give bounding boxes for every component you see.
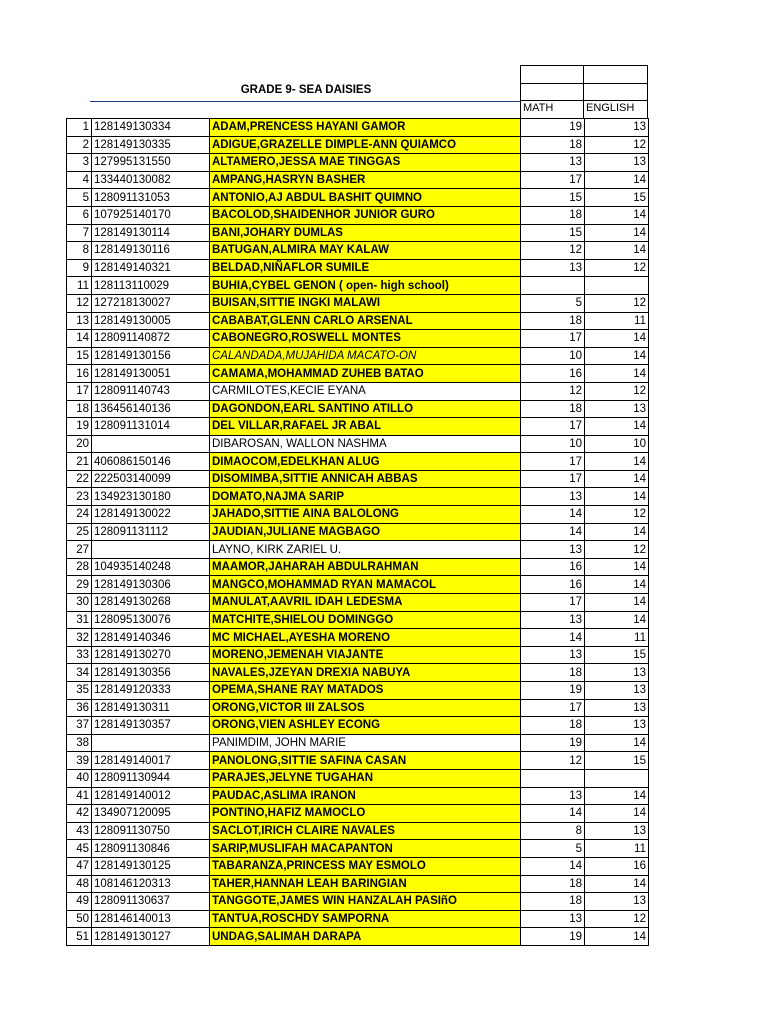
lrn-cell[interactable]: 128091130846	[92, 840, 210, 858]
student-name-cell[interactable]: NAVALES,JZEYAN DREXIA NABUYA	[210, 664, 521, 682]
lrn-cell[interactable]: 128149130311	[92, 699, 210, 717]
english-score-cell[interactable]	[585, 277, 649, 295]
lrn-cell[interactable]	[92, 541, 210, 559]
table-row	[67, 418, 649, 436]
english-score-cell[interactable]: 14	[585, 488, 649, 506]
math-score-cell[interactable]: 10	[521, 435, 585, 453]
english-score-cell[interactable]: 14	[585, 734, 649, 752]
lrn-cell[interactable]: 128091140872	[92, 330, 210, 348]
row-number-cell[interactable]: 39	[67, 752, 92, 770]
table-row	[67, 470, 649, 488]
lrn-cell[interactable]: 128146140013	[92, 910, 210, 928]
row-number-cell[interactable]: 28	[67, 558, 92, 576]
row-number-cell[interactable]: 23	[67, 488, 92, 506]
student-name-cell[interactable]: BUISAN,SITTIE INGKI MALAWI	[210, 294, 521, 312]
lrn-cell[interactable]: 128149130116	[92, 242, 210, 260]
math-score-cell[interactable]: 14	[521, 523, 585, 541]
student-name-cell[interactable]: BANI,JOHARY DUMLAS	[210, 224, 521, 242]
lrn-cell[interactable]: 128149130156	[92, 347, 210, 365]
math-score-cell[interactable]: 18	[521, 206, 585, 224]
table-row	[67, 717, 649, 735]
lrn-cell[interactable]: 128149130357	[92, 717, 210, 735]
row-number-cell[interactable]: 43	[67, 822, 92, 840]
student-name-cell[interactable]: BATUGAN,ALMIRA MAY KALAW	[210, 242, 521, 260]
lrn-cell[interactable]: 128149120333	[92, 682, 210, 700]
row-number-cell[interactable]: 38	[67, 734, 92, 752]
math-score-cell[interactable]: 15	[521, 224, 585, 242]
student-name-cell[interactable]: BACOLOD,SHAIDENHOR JUNIOR GURO	[210, 206, 521, 224]
student-name-cell[interactable]: PANOLONG,SITTIE SAFINA CASAN	[210, 752, 521, 770]
table-row	[67, 822, 649, 840]
row-number-cell[interactable]: 24	[67, 506, 92, 524]
row-number-cell[interactable]: 12	[67, 294, 92, 312]
student-name-cell[interactable]: PARAJES,JELYNE TUGAHAN	[210, 769, 521, 787]
table-row	[67, 224, 649, 242]
english-score-cell[interactable]: 14	[585, 558, 649, 576]
english-score-cell[interactable]: 13	[585, 664, 649, 682]
math-score-cell[interactable]: 16	[521, 558, 585, 576]
table-row	[67, 136, 649, 154]
row-number-cell[interactable]: 37	[67, 717, 92, 735]
math-score-cell[interactable]: 13	[521, 611, 585, 629]
row-number-cell[interactable]: 49	[67, 893, 92, 911]
table-row	[67, 752, 649, 770]
lrn-cell[interactable]: 128149140017	[92, 752, 210, 770]
lrn-cell[interactable]: 134907120095	[92, 805, 210, 823]
lrn-cell[interactable]: 128149130125	[92, 857, 210, 875]
student-name-cell[interactable]: MATCHITE,SHIELOU DOMINGGO	[210, 611, 521, 629]
english-score-cell[interactable]: 13	[585, 682, 649, 700]
english-score-cell[interactable]: 12	[585, 136, 649, 154]
english-score-cell[interactable]: 14	[585, 224, 649, 242]
english-score-cell[interactable]: 13	[585, 717, 649, 735]
lrn-cell[interactable]: 128149130268	[92, 594, 210, 612]
row-number-cell[interactable]: 14	[67, 330, 92, 348]
english-score-cell[interactable]: 12	[585, 506, 649, 524]
table-row	[67, 646, 649, 664]
table-row	[67, 910, 649, 928]
table-row	[67, 119, 649, 137]
math-score-cell[interactable]: 17	[521, 470, 585, 488]
row-number-cell[interactable]: 2	[67, 136, 92, 154]
student-name-cell[interactable]: ORONG,VICTOR III ZALSOS	[210, 699, 521, 717]
math-score-cell[interactable]: 19	[521, 682, 585, 700]
math-score-cell[interactable]: 18	[521, 893, 585, 911]
english-score-cell[interactable]: 12	[585, 541, 649, 559]
math-score-cell[interactable]: 18	[521, 875, 585, 893]
lrn-cell[interactable]: 127995131550	[92, 154, 210, 172]
math-score-cell[interactable]: 14	[521, 805, 585, 823]
row-number-cell[interactable]: 35	[67, 682, 92, 700]
student-name-cell[interactable]: TANTUA,ROSCHDY SAMPORNA	[210, 910, 521, 928]
table-row	[67, 893, 649, 911]
lrn-cell[interactable]: 128149140321	[92, 259, 210, 277]
math-score-cell[interactable]: 16	[521, 576, 585, 594]
student-name-cell[interactable]: LAYNO, KIRK ZARIEL U.	[210, 541, 521, 559]
math-score-cell[interactable]: 14	[521, 506, 585, 524]
student-name-cell[interactable]: CARMILOTES,KECIE EYANA	[210, 382, 521, 400]
row-number-cell[interactable]: 6	[67, 206, 92, 224]
lrn-cell[interactable]: 128149130270	[92, 646, 210, 664]
student-name-cell[interactable]: DAGONDON,EARL SANTINO ATILLO	[210, 400, 521, 418]
student-name-cell[interactable]: MORENO,JEMENAH VIAJANTE	[210, 646, 521, 664]
row-number-cell[interactable]: 16	[67, 365, 92, 383]
table-row	[67, 171, 649, 189]
student-name-cell[interactable]: MANULAT,AAVRIL IDAH LEDESMA	[210, 594, 521, 612]
lrn-cell[interactable]: 104935140248	[92, 558, 210, 576]
math-score-cell[interactable]: 10	[521, 347, 585, 365]
student-name-cell[interactable]: MAAMOR,JAHARAH ABDULRAHMAN	[210, 558, 521, 576]
math-score-cell[interactable]: 13	[521, 646, 585, 664]
english-score-cell[interactable]: 13	[585, 893, 649, 911]
english-score-cell[interactable]: 15	[585, 189, 649, 207]
student-name-cell[interactable]: CAMAMA,MOHAMMAD ZUHEB BATAO	[210, 365, 521, 383]
row-number-cell[interactable]: 21	[67, 453, 92, 471]
lrn-cell[interactable]: 128091131014	[92, 418, 210, 436]
math-score-cell[interactable]: 13	[521, 154, 585, 172]
student-name-cell[interactable]: DEL VILLAR,RAFAEL JR ABAL	[210, 418, 521, 436]
math-score-cell[interactable]: 18	[521, 664, 585, 682]
math-score-cell[interactable]: 5	[521, 294, 585, 312]
row-number-cell[interactable]: 27	[67, 541, 92, 559]
english-score-cell[interactable]: 13	[585, 400, 649, 418]
table-row	[67, 611, 649, 629]
math-score-cell[interactable]	[521, 277, 585, 295]
lrn-cell[interactable]: 108146120313	[92, 875, 210, 893]
english-score-cell[interactable]: 14	[585, 242, 649, 260]
english-score-cell[interactable]: 11	[585, 840, 649, 858]
student-name-cell[interactable]: ADIGUE,GRAZELLE DIMPLE-ANN QUIAMCO	[210, 136, 521, 154]
row-number-cell[interactable]: 20	[67, 435, 92, 453]
lrn-cell[interactable]: 222503140099	[92, 470, 210, 488]
english-score-cell[interactable]: 12	[585, 294, 649, 312]
english-score-cell[interactable]: 13	[585, 822, 649, 840]
table-row	[67, 682, 649, 700]
math-score-cell[interactable]: 19	[521, 119, 585, 137]
table-row	[67, 506, 649, 524]
table-row	[67, 928, 649, 946]
math-score-cell[interactable]: 12	[521, 242, 585, 260]
table-row	[67, 347, 649, 365]
math-score-cell[interactable]: 18	[521, 717, 585, 735]
row-number-cell[interactable]: 29	[67, 576, 92, 594]
english-score-cell[interactable]: 14	[585, 611, 649, 629]
student-name-cell[interactable]: AMPANG,HASRYN BASHER	[210, 171, 521, 189]
student-name-cell[interactable]: ORONG,VIEN ASHLEY ECONG	[210, 717, 521, 735]
table-row	[67, 294, 649, 312]
student-name-cell[interactable]: PANIMDIM, JOHN MARIE	[210, 734, 521, 752]
table-row	[67, 312, 649, 330]
row-number-cell[interactable]: 7	[67, 224, 92, 242]
lrn-cell[interactable]: 134923130180	[92, 488, 210, 506]
row-number-cell[interactable]: 31	[67, 611, 92, 629]
table-row	[67, 576, 649, 594]
row-number-cell[interactable]: 36	[67, 699, 92, 717]
math-score-cell[interactable]: 14	[521, 629, 585, 647]
math-score-cell[interactable]: 19	[521, 734, 585, 752]
table-row	[67, 805, 649, 823]
math-score-cell[interactable]: 13	[521, 488, 585, 506]
table-row	[67, 488, 649, 506]
student-name-cell[interactable]: DOMATO,NAJMA SARIP	[210, 488, 521, 506]
lrn-cell[interactable]: 128149130335	[92, 136, 210, 154]
student-table	[66, 118, 649, 946]
table-row	[67, 875, 649, 893]
row-number-cell[interactable]: 50	[67, 910, 92, 928]
english-score-cell[interactable]: 14	[585, 576, 649, 594]
row-number-cell[interactable]: 40	[67, 769, 92, 787]
row-number-cell[interactable]: 9	[67, 259, 92, 277]
lrn-cell[interactable]: 128149130114	[92, 224, 210, 242]
english-score-cell[interactable]: 14	[585, 523, 649, 541]
row-number-cell[interactable]: 51	[67, 928, 92, 946]
row-number-cell[interactable]: 47	[67, 857, 92, 875]
lrn-cell[interactable]: 128149140012	[92, 787, 210, 805]
math-score-cell[interactable]: 14	[521, 857, 585, 875]
table-row	[67, 330, 649, 348]
lrn-cell[interactable]: 128149130306	[92, 576, 210, 594]
lrn-cell[interactable]: 128091140743	[92, 382, 210, 400]
student-name-cell[interactable]: CALANDADA,MUJAHIDA MACATO-ON	[210, 347, 521, 365]
row-number-cell[interactable]: 48	[67, 875, 92, 893]
student-name-cell[interactable]: DISOMIMBA,SITTIE ANNICAH ABBAS	[210, 470, 521, 488]
math-score-cell[interactable]: 17	[521, 594, 585, 612]
row-number-cell[interactable]: 22	[67, 470, 92, 488]
row-number-cell[interactable]: 30	[67, 594, 92, 612]
title-underline	[90, 101, 520, 102]
student-name-cell[interactable]: BELDAD,NIÑAFLOR SUMILE	[210, 259, 521, 277]
english-score-cell[interactable]: 14	[585, 365, 649, 383]
math-column-header: MATH	[523, 102, 554, 114]
english-score-cell[interactable]: 14	[585, 206, 649, 224]
student-name-cell[interactable]: PONTINO,HAFIZ MAMOCLO	[210, 805, 521, 823]
english-score-cell[interactable]: 11	[585, 312, 649, 330]
row-number-cell[interactable]: 32	[67, 629, 92, 647]
math-score-cell[interactable]	[521, 769, 585, 787]
student-name-cell[interactable]: JAHADO,SITTIE AINA BALOLONG	[210, 506, 521, 524]
row-number-cell[interactable]: 11	[67, 277, 92, 295]
student-name-cell[interactable]: SARIP,MUSLIFAH MACAPANTON	[210, 840, 521, 858]
english-score-cell[interactable]: 15	[585, 752, 649, 770]
english-score-cell[interactable]: 13	[585, 119, 649, 137]
student-name-cell[interactable]: CABABAT,GLENN CARLO ARSENAL	[210, 312, 521, 330]
student-name-cell[interactable]: UNDAG,SALIMAH DARAPA	[210, 928, 521, 946]
lrn-cell[interactable]: 128149130334	[92, 119, 210, 137]
table-row	[67, 523, 649, 541]
row-number-cell[interactable]: 4	[67, 171, 92, 189]
table-row	[67, 769, 649, 787]
student-name-cell[interactable]: ALTAMERO,JESSA MAE TINGGAS	[210, 154, 521, 172]
student-name-cell[interactable]: TANGGOTE,JAMES WIN HANZALAH PASIñO	[210, 893, 521, 911]
english-score-cell[interactable]: 14	[585, 453, 649, 471]
math-score-cell[interactable]: 18	[521, 136, 585, 154]
lrn-cell[interactable]: 128091130750	[92, 822, 210, 840]
lrn-cell[interactable]: 128113110029	[92, 277, 210, 295]
lrn-cell[interactable]: 128149130022	[92, 506, 210, 524]
table-row	[67, 277, 649, 295]
english-score-cell[interactable]: 14	[585, 928, 649, 946]
row-number-cell[interactable]: 19	[67, 418, 92, 436]
table-row	[67, 453, 649, 471]
math-score-cell[interactable]: 18	[521, 400, 585, 418]
row-number-cell[interactable]: 8	[67, 242, 92, 260]
row-number-cell[interactable]: 25	[67, 523, 92, 541]
empty-header-cell[interactable]	[520, 65, 585, 85]
math-score-cell[interactable]: 13	[521, 541, 585, 559]
student-name-cell[interactable]: MC MICHAEL,AYESHA MORENO	[210, 629, 521, 647]
math-score-cell[interactable]: 17	[521, 171, 585, 189]
lrn-cell[interactable]: 127218130027	[92, 294, 210, 312]
lrn-cell[interactable]: 128149130051	[92, 365, 210, 383]
math-score-cell[interactable]: 13	[521, 910, 585, 928]
math-score-cell[interactable]: 5	[521, 840, 585, 858]
english-score-cell[interactable]: 16	[585, 857, 649, 875]
english-score-cell[interactable]: 12	[585, 259, 649, 277]
math-score-cell[interactable]: 17	[521, 330, 585, 348]
table-row	[67, 154, 649, 172]
table-row	[67, 541, 649, 559]
english-score-cell[interactable]: 11	[585, 629, 649, 647]
table-row	[67, 629, 649, 647]
math-score-cell[interactable]: 19	[521, 928, 585, 946]
math-score-cell[interactable]: 17	[521, 418, 585, 436]
lrn-cell[interactable]: 128091131112	[92, 523, 210, 541]
math-score-cell[interactable]: 12	[521, 752, 585, 770]
lrn-cell[interactable]	[92, 435, 210, 453]
lrn-cell[interactable]: 136456140136	[92, 400, 210, 418]
row-number-cell[interactable]: 1	[67, 119, 92, 137]
lrn-cell[interactable]: 107925140170	[92, 206, 210, 224]
sheet-title: GRADE 9- SEA DAISIES	[240, 84, 372, 96]
lrn-cell[interactable]: 128149130356	[92, 664, 210, 682]
english-column-header: ENGLISH	[586, 102, 635, 114]
lrn-cell[interactable]: 128095130076	[92, 611, 210, 629]
english-score-cell[interactable]: 14	[585, 875, 649, 893]
table-row	[67, 242, 649, 260]
english-score-cell[interactable]: 13	[585, 699, 649, 717]
english-score-cell[interactable]: 14	[585, 347, 649, 365]
row-number-cell[interactable]: 45	[67, 840, 92, 858]
math-score-cell[interactable]: 15	[521, 189, 585, 207]
table-row	[67, 734, 649, 752]
student-name-cell[interactable]: ANTONIO,AJ ABDUL BASHIT QUIMNO	[210, 189, 521, 207]
table-row	[67, 259, 649, 277]
english-score-cell[interactable]: 14	[585, 805, 649, 823]
empty-header-cell[interactable]	[583, 65, 648, 85]
student-name-cell[interactable]: SACLOT,IRICH CLAIRE NAVALES	[210, 822, 521, 840]
english-score-cell[interactable]: 14	[585, 787, 649, 805]
table-row	[67, 558, 649, 576]
english-score-cell[interactable]: 14	[585, 470, 649, 488]
table-row	[67, 365, 649, 383]
row-number-cell[interactable]: 13	[67, 312, 92, 330]
lrn-cell[interactable]	[92, 734, 210, 752]
english-score-cell[interactable]	[585, 769, 649, 787]
lrn-cell[interactable]: 128091130944	[92, 769, 210, 787]
student-name-cell[interactable]: TAHER,HANNAH LEAH BARINGIAN	[210, 875, 521, 893]
math-score-cell[interactable]: 18	[521, 312, 585, 330]
row-number-cell[interactable]: 42	[67, 805, 92, 823]
student-name-cell[interactable]: DIBAROSAN, WALLON NASHMA	[210, 435, 521, 453]
student-name-cell[interactable]: JAUDIAN,JULIANE MAGBAGO	[210, 523, 521, 541]
english-score-cell[interactable]: 14	[585, 330, 649, 348]
lrn-cell[interactable]: 128149130127	[92, 928, 210, 946]
row-number-cell[interactable]: 5	[67, 189, 92, 207]
row-number-cell[interactable]: 41	[67, 787, 92, 805]
student-name-cell[interactable]: MANGCO,MOHAMMAD RYAN MAMACOL	[210, 576, 521, 594]
lrn-cell[interactable]: 128091130637	[92, 893, 210, 911]
english-score-cell[interactable]: 10	[585, 435, 649, 453]
student-name-cell[interactable]: BUHIA,CYBEL GENON ( open- high school)	[210, 277, 521, 295]
table-row	[67, 206, 649, 224]
table-row	[67, 189, 649, 207]
row-number-cell[interactable]: 34	[67, 664, 92, 682]
math-score-cell[interactable]: 16	[521, 365, 585, 383]
table-row	[67, 699, 649, 717]
lrn-cell[interactable]: 133440130082	[92, 171, 210, 189]
table-row	[67, 594, 649, 612]
student-name-cell[interactable]: CABONEGRO,ROSWELL MONTES	[210, 330, 521, 348]
lrn-cell[interactable]: 406086150146	[92, 453, 210, 471]
english-score-cell[interactable]: 12	[585, 382, 649, 400]
table-row	[67, 787, 649, 805]
row-number-cell[interactable]: 18	[67, 400, 92, 418]
math-score-cell[interactable]: 17	[521, 699, 585, 717]
lrn-cell[interactable]: 128091131053	[92, 189, 210, 207]
english-score-cell[interactable]: 14	[585, 171, 649, 189]
english-score-cell[interactable]: 13	[585, 154, 649, 172]
english-score-cell[interactable]: 14	[585, 594, 649, 612]
student-name-cell[interactable]: DIMAOCOM,EDELKHAN ALUG	[210, 453, 521, 471]
row-number-cell[interactable]: 3	[67, 154, 92, 172]
math-score-cell[interactable]: 13	[521, 787, 585, 805]
table-row	[67, 382, 649, 400]
lrn-cell[interactable]: 128149140346	[92, 629, 210, 647]
row-number-cell[interactable]: 15	[67, 347, 92, 365]
table-row	[67, 400, 649, 418]
math-score-cell[interactable]: 12	[521, 382, 585, 400]
student-name-cell[interactable]: ADAM,PRENCESS HAYANI GAMOR	[210, 119, 521, 137]
table-row	[67, 664, 649, 682]
math-score-cell[interactable]: 17	[521, 453, 585, 471]
english-score-cell[interactable]: 14	[585, 418, 649, 436]
math-score-cell[interactable]: 8	[521, 822, 585, 840]
student-name-cell[interactable]: TABARANZA,PRINCESS MAY ESMOLO	[210, 857, 521, 875]
table-row	[67, 435, 649, 453]
table-row	[67, 840, 649, 858]
student-name-cell[interactable]: PAUDAC,ASLIMA IRANON	[210, 787, 521, 805]
english-score-cell[interactable]: 15	[585, 646, 649, 664]
math-score-cell[interactable]: 13	[521, 259, 585, 277]
row-number-cell[interactable]: 17	[67, 382, 92, 400]
student-name-cell[interactable]: OPEMA,SHANE RAY MATADOS	[210, 682, 521, 700]
english-score-cell[interactable]: 12	[585, 910, 649, 928]
lrn-cell[interactable]: 128149130005	[92, 312, 210, 330]
row-number-cell[interactable]: 33	[67, 646, 92, 664]
table-row	[67, 857, 649, 875]
